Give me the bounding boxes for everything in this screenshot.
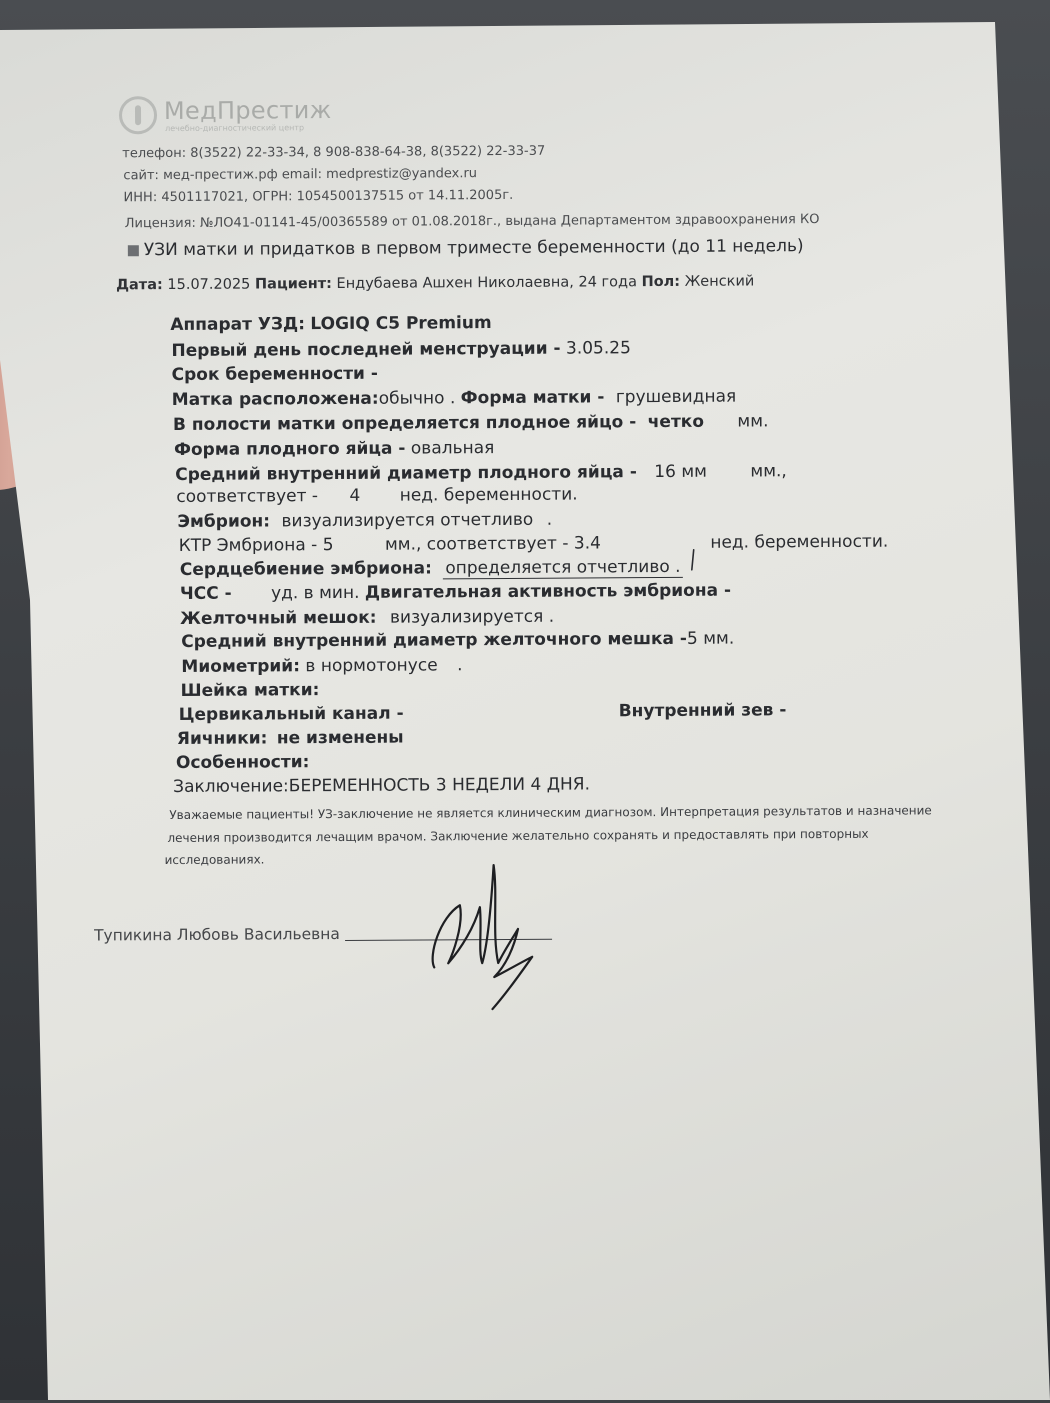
heartbeat-value: определяется отчетливо .: [443, 557, 682, 579]
cavity-unit: мм.: [737, 411, 769, 432]
lmp-label: Первый день последней менструации -: [171, 338, 561, 362]
myometrium-value: в нормотонусе: [305, 655, 438, 677]
cavity-label: В полости матки определяется плодное яйцо -: [172, 412, 637, 435]
sex-label: Пол:: [641, 273, 681, 291]
patient-label: Пациент:: [254, 276, 332, 293]
meta-line: [116, 273, 754, 293]
egg-shape-value: овальная: [410, 438, 495, 459]
yolk-diam-value: 5 мм.: [686, 628, 735, 649]
yolk-diam-row: [181, 629, 734, 652]
clinic-phone: телефон: 8(3522) 22-33-34, 8 908-838-64-38, 8(3522) 22-33-37: [122, 143, 546, 162]
features-label: Особенности:: [175, 752, 310, 773]
ovaries-row: [177, 728, 404, 749]
yolk-diam-label: Средний внутренний диаметр желточного мешка -: [181, 628, 688, 652]
uterus-row: [172, 387, 737, 410]
egg-diam-unit: мм.,: [750, 461, 787, 482]
cervix-label: Шейка матки:: [180, 680, 320, 701]
clinic-site: сайт: мед-престиж.рф email: medprestiz@yandex.ru: [123, 166, 478, 184]
myometrium-row: [181, 655, 462, 677]
date-label: Дата:: [116, 277, 163, 294]
lmp-row: [171, 338, 631, 361]
myometrium-dot: .: [456, 655, 463, 676]
canal-row: [179, 704, 404, 725]
egg-shape-label: Форма плодного яйца -: [174, 438, 406, 460]
uterus-value: обычно .: [378, 388, 456, 409]
doctor-name: Тупикина Любовь Васильевна: [93, 924, 340, 945]
conclusion-label: Заключение:: [173, 776, 289, 797]
egg-diam-label: Средний внутренний диаметр плодного яйца -: [175, 462, 637, 485]
exam-title: [128, 236, 804, 260]
patient-value: Ендубаева Ашхен Николаевна, 24 года: [336, 274, 637, 292]
ktr-weeks: 3.4: [573, 533, 601, 554]
disclaimer-line-3: исследованиях.: [164, 852, 265, 868]
handwritten-tick-icon: [688, 548, 700, 578]
cavity-value: четко: [647, 411, 705, 433]
term-row: [172, 364, 378, 385]
embryo-value: визуализируется отчетливо: [281, 509, 534, 532]
uterus-shape-label: Форма матки -: [460, 387, 605, 409]
cervix-row: [180, 680, 319, 701]
device-label: Аппарат УЗД:: [170, 314, 306, 336]
device-row: [170, 313, 491, 335]
exam-title-text: УЗИ матки и придатков в первом триместе беременности (до 11 недель): [143, 236, 804, 261]
conclusion-row: [173, 774, 590, 797]
lmp-value: 3.05.25: [565, 338, 631, 359]
clinic-inn: ИНН: 4501117021, ОГРН: 1054500137515 от 14.11.2005г.: [123, 187, 514, 206]
conclusion-value: БЕРЕМЕННОСТЬ 3 НЕДЕЛИ 4 ДНЯ.: [288, 774, 591, 797]
egg-shape-row: [174, 438, 494, 460]
ktr-value: 5: [322, 535, 334, 556]
chss-label: ЧСС -: [179, 583, 232, 604]
disclaimer-line-2: лечения производится лечащим врачом. Заключение желательно сохранять и предоставлять при повторных: [167, 826, 869, 846]
clinic-name: МедПрестиж: [163, 96, 332, 126]
motor-label: Двигательная активность эмбриона -: [364, 580, 732, 603]
checkbox-icon: [128, 245, 139, 256]
features-row: [176, 752, 310, 773]
ktr-row: [179, 532, 889, 556]
uterus-shape-value: грушевидная: [615, 386, 737, 408]
corresponds-label: соответствует -: [176, 486, 319, 507]
clinic-logo-icon: [119, 96, 157, 134]
embryo-dot: .: [546, 509, 553, 530]
corresponds-weeks-text: нед. беременности.: [399, 484, 578, 506]
date-value: 15.07.2025: [167, 276, 251, 294]
corresponds-row: [176, 485, 577, 507]
cavity-row: [173, 411, 769, 435]
sex-value: Женский: [684, 273, 755, 290]
ovaries-label: Яичники:: [176, 728, 268, 749]
term-label: Срок беременности -: [171, 363, 378, 386]
disclaimer-line-1: Уважаемые пациенты! УЗ-заключение не является клиническим диагнозом. Интерпретация результатов и назначение: [169, 803, 932, 823]
chss-unit: уд. в мин.: [270, 582, 360, 604]
heartbeat-label: Сердцебиение эмбриона:: [179, 558, 432, 580]
egg-diam-row: [175, 461, 787, 485]
myometrium-label: Миометрий:: [181, 656, 301, 677]
corresponds-weeks: 4: [349, 485, 361, 506]
ovaries-value: не изменены: [276, 727, 404, 749]
device-value: LOGIQ C5 Premium: [310, 313, 492, 335]
ktr-label: КТР Эмбриона -: [178, 535, 318, 556]
canal-label: Цервикальный канал -: [178, 703, 404, 725]
yolk-row: [180, 607, 554, 629]
embryo-row: [177, 510, 552, 532]
egg-diam-value: 16 мм: [654, 461, 708, 483]
heartbeat-row: [180, 557, 683, 580]
clinic-license: Лицензия: №ЛО41-01141-45/00365589 от 01.08.2018г., выдана Департаментом здравоохранения КО: [124, 212, 820, 232]
clinic-tagline: лечебно-диагностический центр: [165, 123, 305, 134]
os-label: Внутренний зев -: [618, 700, 787, 722]
uterus-label: Матка расположена:: [171, 388, 379, 411]
ktr-weeks-text: нед. беременности.: [710, 531, 889, 553]
yolk-value: визуализируется .: [389, 606, 555, 628]
signature-icon: [422, 855, 553, 1026]
embryo-label: Эмбрион:: [177, 511, 271, 532]
yolk-label: Желточный мешок:: [180, 607, 377, 629]
chss-row: [180, 581, 731, 604]
ktr-unit: мм., соответствует -: [384, 533, 569, 555]
os-row: [619, 700, 787, 721]
